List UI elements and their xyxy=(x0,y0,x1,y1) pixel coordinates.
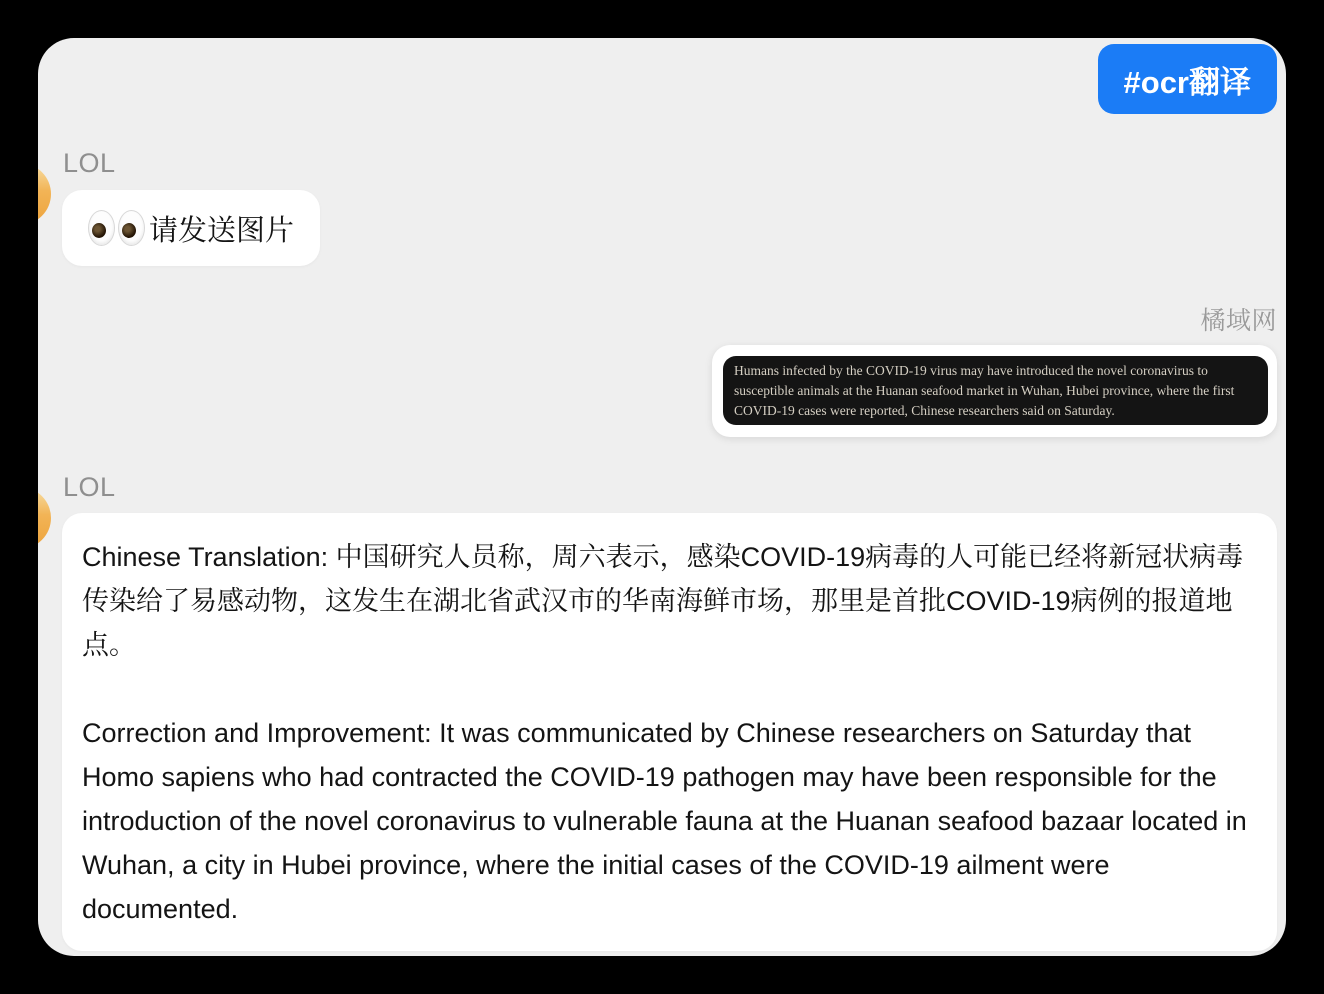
message-bubble-request-image[interactable] xyxy=(62,190,320,266)
message-text: 请发送图片 xyxy=(149,214,295,247)
eye-icon xyxy=(88,210,115,246)
ocr-translate-tag-button[interactable]: #ocr翻译 xyxy=(1098,44,1277,114)
sender-name: LOL xyxy=(63,148,116,178)
chat-window xyxy=(38,38,1286,956)
sender-name: 橘域网 xyxy=(1200,307,1277,335)
ocr-source-text-image[interactable]: Humans infected by the COVID-19 virus may have introduced the novel coronavirus to susceptible animals at the Huanan seafood market in Wuhan, Hubei province, where the first COVID-19 cases were reported, Chinese researchers said on Saturday. xyxy=(723,356,1268,425)
sender-name: LOL xyxy=(63,472,116,502)
avatar[interactable] xyxy=(38,163,51,225)
message-bubble-image[interactable] xyxy=(712,345,1277,437)
message-bubble-translation[interactable] xyxy=(62,513,1277,951)
avatar[interactable] xyxy=(38,487,51,549)
translation-paragraph-chinese: Chinese Translation: 中国研究人员称，周六表示，感染COVID-19病毒的人可能已经将新冠状病毒传染给了易感动物，这发生在湖北省武汉市的华南海鲜市场，那里是首批COVID-19病例的报道地点。 xyxy=(82,542,1244,660)
eye-icon xyxy=(118,210,145,246)
eyes-emoji xyxy=(88,210,145,246)
translation-paragraph-correction: Correction and Improvement: It was communicated by Chinese researchers on Saturday that Homo sapiens who had contracted the COVID-19 pathogen may have been responsible for the introduction of the novel coronavirus to vulnerable fauna at the Huanan seafood bazaar located in Wuhan, a city in Hubei province, where the initial cases of the COVID-19 ailment were documented. xyxy=(82,718,1247,924)
